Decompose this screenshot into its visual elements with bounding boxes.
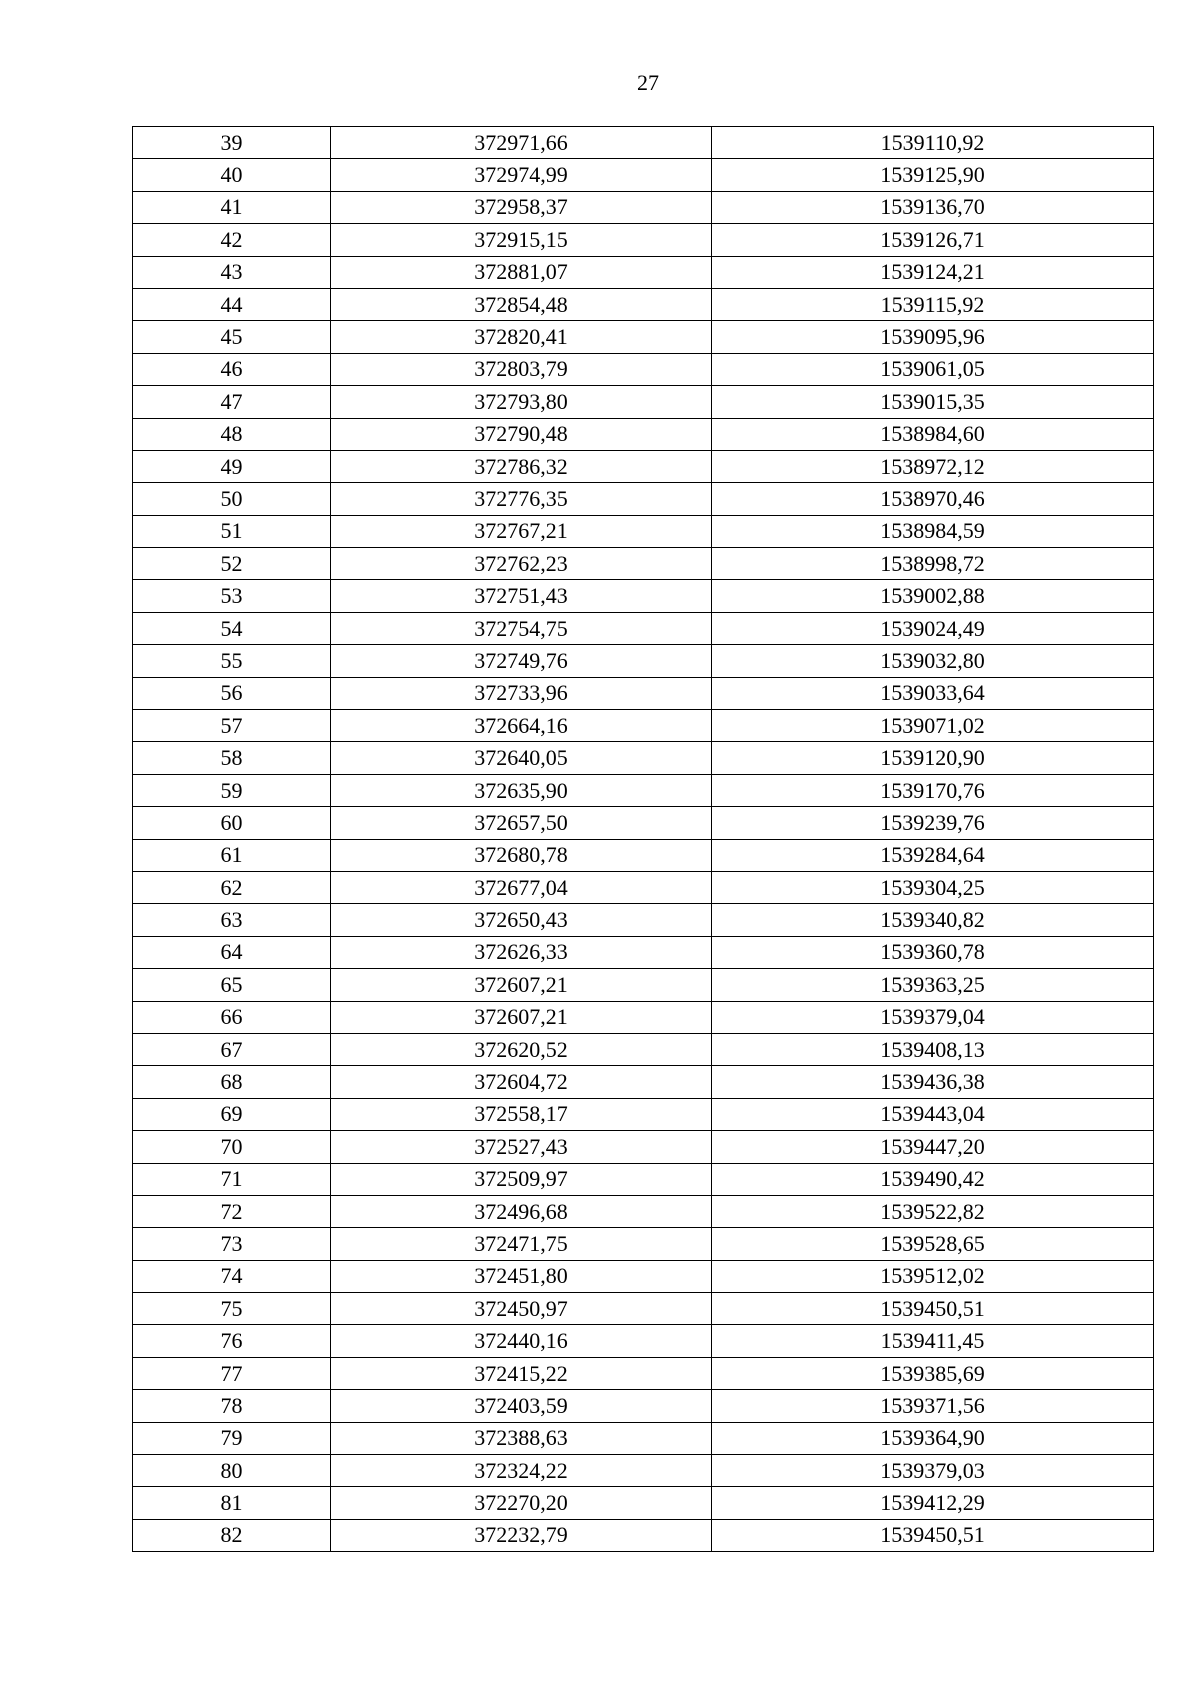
table-row <box>133 677 1154 709</box>
y-coordinate-cell: 1539284,64 <box>712 839 1154 871</box>
table-row <box>133 1325 1154 1357</box>
x-coordinate-cell: 372820,41 <box>331 321 712 353</box>
point-number-cell: 41 <box>133 191 331 223</box>
x-coordinate-cell: 372677,04 <box>331 871 712 903</box>
x-coordinate-cell: 372650,43 <box>331 904 712 936</box>
point-number-cell: 75 <box>133 1293 331 1325</box>
point-number-cell: 67 <box>133 1033 331 1065</box>
y-coordinate-cell: 1539015,35 <box>712 386 1154 418</box>
x-coordinate-cell: 372388,63 <box>331 1422 712 1454</box>
x-coordinate-cell: 372786,32 <box>331 450 712 482</box>
y-coordinate-cell: 1539490,42 <box>712 1163 1154 1195</box>
table-row <box>133 1357 1154 1389</box>
x-coordinate-cell: 372527,43 <box>331 1131 712 1163</box>
y-coordinate-cell: 1539379,04 <box>712 1001 1154 1033</box>
x-coordinate-cell: 372440,16 <box>331 1325 712 1357</box>
table-row <box>133 321 1154 353</box>
x-coordinate-cell: 372664,16 <box>331 710 712 742</box>
y-coordinate-cell: 1539408,13 <box>712 1033 1154 1065</box>
table-row <box>133 386 1154 418</box>
y-coordinate-cell: 1538970,46 <box>712 483 1154 515</box>
y-coordinate-cell: 1539126,71 <box>712 224 1154 256</box>
coordinates-table <box>132 126 1154 1552</box>
y-coordinate-cell: 1539110,92 <box>712 127 1154 159</box>
y-coordinate-cell: 1539239,76 <box>712 807 1154 839</box>
y-coordinate-cell: 1539170,76 <box>712 774 1154 806</box>
table-row <box>133 904 1154 936</box>
table-row <box>133 580 1154 612</box>
coordinates-table-body <box>133 127 1154 1552</box>
y-coordinate-cell: 1539450,51 <box>712 1519 1154 1551</box>
table-row <box>133 127 1154 159</box>
y-coordinate-cell: 1539385,69 <box>712 1357 1154 1389</box>
y-coordinate-cell: 1539512,02 <box>712 1260 1154 1292</box>
x-coordinate-cell: 372751,43 <box>331 580 712 612</box>
point-number-cell: 55 <box>133 645 331 677</box>
y-coordinate-cell: 1539024,49 <box>712 612 1154 644</box>
x-coordinate-cell: 372776,35 <box>331 483 712 515</box>
x-coordinate-cell: 372620,52 <box>331 1033 712 1065</box>
table-row <box>133 710 1154 742</box>
y-coordinate-cell: 1539071,02 <box>712 710 1154 742</box>
point-number-cell: 40 <box>133 159 331 191</box>
table-row <box>133 1390 1154 1422</box>
x-coordinate-cell: 372754,75 <box>331 612 712 644</box>
y-coordinate-cell: 1539436,38 <box>712 1066 1154 1098</box>
y-coordinate-cell: 1539032,80 <box>712 645 1154 677</box>
y-coordinate-cell: 1539411,45 <box>712 1325 1154 1357</box>
point-number-cell: 73 <box>133 1228 331 1260</box>
table-row <box>133 1001 1154 1033</box>
y-coordinate-cell: 1539033,64 <box>712 677 1154 709</box>
point-number-cell: 66 <box>133 1001 331 1033</box>
y-coordinate-cell: 1539450,51 <box>712 1293 1154 1325</box>
x-coordinate-cell: 372881,07 <box>331 256 712 288</box>
table-row <box>133 1066 1154 1098</box>
x-coordinate-cell: 372793,80 <box>331 386 712 418</box>
x-coordinate-cell: 372415,22 <box>331 1357 712 1389</box>
y-coordinate-cell: 1539447,20 <box>712 1131 1154 1163</box>
y-coordinate-cell: 1539528,65 <box>712 1228 1154 1260</box>
x-coordinate-cell: 372607,21 <box>331 969 712 1001</box>
point-number-cell: 60 <box>133 807 331 839</box>
table-row <box>133 1260 1154 1292</box>
point-number-cell: 63 <box>133 904 331 936</box>
point-number-cell: 56 <box>133 677 331 709</box>
x-coordinate-cell: 372635,90 <box>331 774 712 806</box>
point-number-cell: 78 <box>133 1390 331 1422</box>
x-coordinate-cell: 372762,23 <box>331 548 712 580</box>
point-number-cell: 70 <box>133 1131 331 1163</box>
y-coordinate-cell: 1539371,56 <box>712 1390 1154 1422</box>
point-number-cell: 54 <box>133 612 331 644</box>
point-number-cell: 45 <box>133 321 331 353</box>
point-number-cell: 61 <box>133 839 331 871</box>
x-coordinate-cell: 372270,20 <box>331 1487 712 1519</box>
x-coordinate-cell: 372657,50 <box>331 807 712 839</box>
point-number-cell: 57 <box>133 710 331 742</box>
point-number-cell: 46 <box>133 353 331 385</box>
x-coordinate-cell: 372471,75 <box>331 1228 712 1260</box>
table-row <box>133 645 1154 677</box>
table-row <box>133 288 1154 320</box>
point-number-cell: 82 <box>133 1519 331 1551</box>
point-number-cell: 51 <box>133 515 331 547</box>
y-coordinate-cell: 1539002,88 <box>712 580 1154 612</box>
point-number-cell: 69 <box>133 1098 331 1130</box>
x-coordinate-cell: 372604,72 <box>331 1066 712 1098</box>
point-number-cell: 62 <box>133 871 331 903</box>
x-coordinate-cell: 372971,66 <box>331 127 712 159</box>
table-row <box>133 871 1154 903</box>
x-coordinate-cell: 372607,21 <box>331 1001 712 1033</box>
table-row <box>133 515 1154 547</box>
table-row <box>133 450 1154 482</box>
x-coordinate-cell: 372509,97 <box>331 1163 712 1195</box>
x-coordinate-cell: 372232,79 <box>331 1519 712 1551</box>
x-coordinate-cell: 372803,79 <box>331 353 712 385</box>
table-row <box>133 1163 1154 1195</box>
point-number-cell: 79 <box>133 1422 331 1454</box>
point-number-cell: 42 <box>133 224 331 256</box>
page-number: 27 <box>637 70 659 95</box>
point-number-cell: 52 <box>133 548 331 580</box>
y-coordinate-cell: 1539360,78 <box>712 936 1154 968</box>
point-number-cell: 77 <box>133 1357 331 1389</box>
point-number-cell: 49 <box>133 450 331 482</box>
point-number-cell: 47 <box>133 386 331 418</box>
table-row <box>133 1195 1154 1227</box>
table-row <box>133 548 1154 580</box>
x-coordinate-cell: 372450,97 <box>331 1293 712 1325</box>
table-row <box>133 1519 1154 1551</box>
x-coordinate-cell: 372324,22 <box>331 1455 712 1487</box>
point-number-cell: 59 <box>133 774 331 806</box>
x-coordinate-cell: 372680,78 <box>331 839 712 871</box>
x-coordinate-cell: 372915,15 <box>331 224 712 256</box>
x-coordinate-cell: 372403,59 <box>331 1390 712 1422</box>
table-row <box>133 1228 1154 1260</box>
y-coordinate-cell: 1539363,25 <box>712 969 1154 1001</box>
table-row <box>133 418 1154 450</box>
point-number-cell: 72 <box>133 1195 331 1227</box>
y-coordinate-cell: 1539124,21 <box>712 256 1154 288</box>
x-coordinate-cell: 372733,96 <box>331 677 712 709</box>
table-row <box>133 1098 1154 1130</box>
point-number-cell: 71 <box>133 1163 331 1195</box>
point-number-cell: 39 <box>133 127 331 159</box>
table-row <box>133 1131 1154 1163</box>
point-number-cell: 65 <box>133 969 331 1001</box>
y-coordinate-cell: 1538998,72 <box>712 548 1154 580</box>
table-row <box>133 1422 1154 1454</box>
y-coordinate-cell: 1539340,82 <box>712 904 1154 936</box>
table-row <box>133 483 1154 515</box>
table-row <box>133 1033 1154 1065</box>
point-number-cell: 43 <box>133 256 331 288</box>
table-row <box>133 159 1154 191</box>
y-coordinate-cell: 1539522,82 <box>712 1195 1154 1227</box>
table-row <box>133 256 1154 288</box>
point-number-cell: 50 <box>133 483 331 515</box>
table-row <box>133 807 1154 839</box>
y-coordinate-cell: 1538984,59 <box>712 515 1154 547</box>
point-number-cell: 58 <box>133 742 331 774</box>
y-coordinate-cell: 1539379,03 <box>712 1455 1154 1487</box>
table-row <box>133 936 1154 968</box>
y-coordinate-cell: 1539120,90 <box>712 742 1154 774</box>
table-row <box>133 742 1154 774</box>
y-coordinate-cell: 1539125,90 <box>712 159 1154 191</box>
y-coordinate-cell: 1539412,29 <box>712 1487 1154 1519</box>
x-coordinate-cell: 372767,21 <box>331 515 712 547</box>
table-row <box>133 969 1154 1001</box>
x-coordinate-cell: 372790,48 <box>331 418 712 450</box>
point-number-cell: 68 <box>133 1066 331 1098</box>
point-number-cell: 53 <box>133 580 331 612</box>
x-coordinate-cell: 372854,48 <box>331 288 712 320</box>
x-coordinate-cell: 372626,33 <box>331 936 712 968</box>
x-coordinate-cell: 372451,80 <box>331 1260 712 1292</box>
x-coordinate-cell: 372749,76 <box>331 645 712 677</box>
x-coordinate-cell: 372496,68 <box>331 1195 712 1227</box>
point-number-cell: 64 <box>133 936 331 968</box>
table-row <box>133 353 1154 385</box>
point-number-cell: 74 <box>133 1260 331 1292</box>
point-number-cell: 80 <box>133 1455 331 1487</box>
y-coordinate-cell: 1539061,05 <box>712 353 1154 385</box>
table-row <box>133 224 1154 256</box>
point-number-cell: 81 <box>133 1487 331 1519</box>
table-row <box>133 191 1154 223</box>
point-number-cell: 44 <box>133 288 331 320</box>
table-row <box>133 839 1154 871</box>
x-coordinate-cell: 372958,37 <box>331 191 712 223</box>
y-coordinate-cell: 1539115,92 <box>712 288 1154 320</box>
x-coordinate-cell: 372974,99 <box>331 159 712 191</box>
y-coordinate-cell: 1538984,60 <box>712 418 1154 450</box>
table-row <box>133 774 1154 806</box>
point-number-cell: 48 <box>133 418 331 450</box>
y-coordinate-cell: 1539443,04 <box>712 1098 1154 1130</box>
point-number-cell: 76 <box>133 1325 331 1357</box>
y-coordinate-cell: 1539364,90 <box>712 1422 1154 1454</box>
table-row <box>133 1487 1154 1519</box>
x-coordinate-cell: 372640,05 <box>331 742 712 774</box>
x-coordinate-cell: 372558,17 <box>331 1098 712 1130</box>
y-coordinate-cell: 1539304,25 <box>712 871 1154 903</box>
table-row <box>133 1455 1154 1487</box>
table-row <box>133 612 1154 644</box>
table-row <box>133 1293 1154 1325</box>
y-coordinate-cell: 1539136,70 <box>712 191 1154 223</box>
y-coordinate-cell: 1538972,12 <box>712 450 1154 482</box>
y-coordinate-cell: 1539095,96 <box>712 321 1154 353</box>
